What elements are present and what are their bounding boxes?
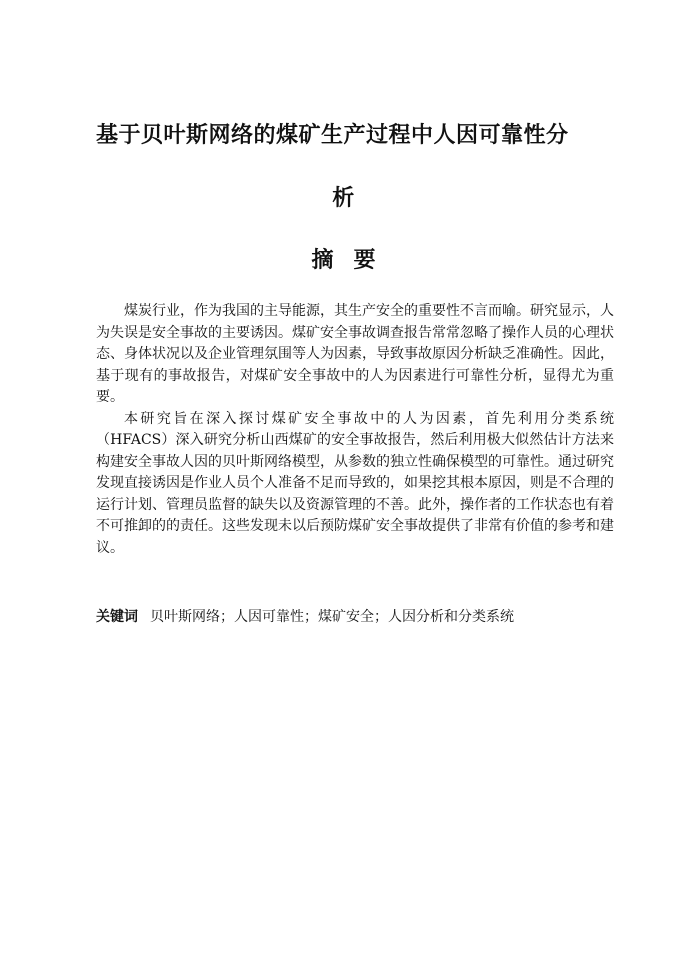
keywords-label: 关键词 [96,609,138,625]
abstract-paragraph: 煤炭行业，作为我国的主导能源，其生产安全的重要性不言而喻。研究显示，人为失误是安全事故的主要诱因。煤矿安全事故调查报告常常忽略了操作人员的心理状态、身体状况以及企业管理氛围等人为因素，导致事故原因分析缺乏准确性。因此，基于现有的事故报告，对煤矿安全事故中的人为因素进行可靠性分析，显得尤为重要。 [96,303,614,405]
abstract-body [96,301,614,559]
keywords-text: 贝叶斯网络；人因可靠性；煤矿安全；人因分析和分类系统 [150,609,514,625]
keywords-line [96,607,614,628]
abstract-paragraph: 本研究旨在深入探讨煤矿安全事故中的人为因素，首先利用分类系统（HFACS）深入研究分析山西煤矿的安全事故报告，然后利用极大似然估计方法来构建安全事故人因的贝叶斯网络模型，从参数的独立性确保模型的可靠性。通过研究发现直接诱因是作业人员个人准备不足而导致的，如果挖其根本原因，则是不合理的运行计划、管理员监督的缺失以及资源管理的不善。此外，操作者的工作状态也有着不可推卸的的责任。这些发现未以后预防煤矿安全事故提供了非常有价值的参考和建议。 [96,410,614,556]
abstract-heading: 摘要 [311,248,396,273]
paper-title-continuation: 析 [332,186,355,211]
paper-title: 基于贝叶斯网络的煤矿生产过程中人因可靠性分 [96,123,569,148]
